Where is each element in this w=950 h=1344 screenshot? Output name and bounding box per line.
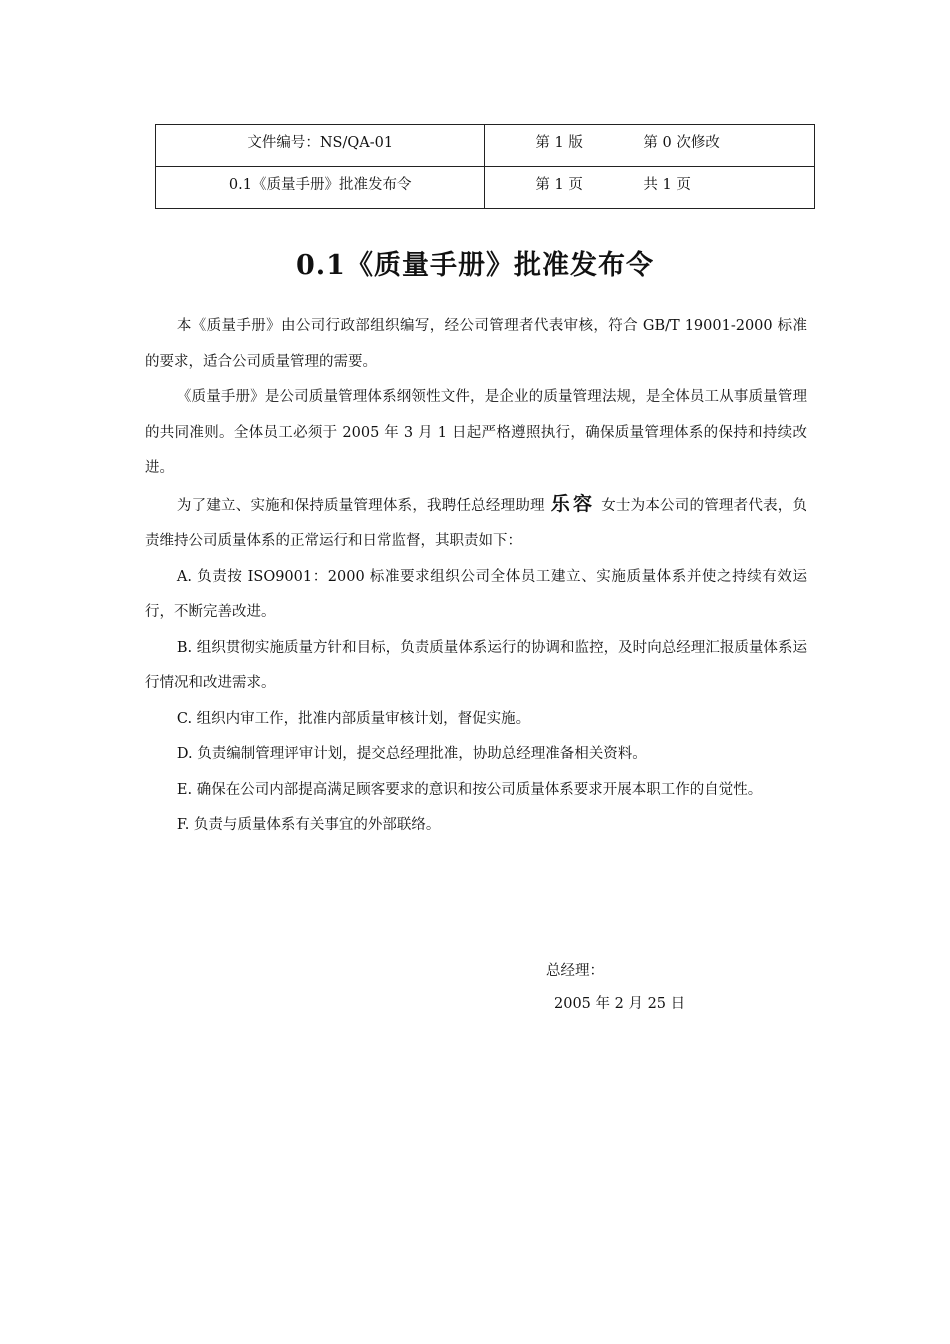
header-row-1 xyxy=(156,125,815,167)
handwritten-name-signature: 乐容 xyxy=(550,492,596,515)
header-row-2 xyxy=(156,167,815,209)
duty-item-e: E. 确保在公司内部提高满足顾客要求的意识和按公司质量体系要求开展本职工作的自觉性。 xyxy=(176,781,763,798)
document-header-table xyxy=(155,124,815,209)
revision: 第 0 次修改 xyxy=(643,135,720,151)
page-cell xyxy=(485,167,815,209)
doc-number: 文件编号：NS/QA-01 xyxy=(247,135,394,151)
section-title-cell xyxy=(156,167,485,209)
document-title: 0.1《质量手册》批准发布令 xyxy=(296,250,654,281)
duty-item-d: D. 负责编制管理评审计划，提交总经理批准，协助总经理准备相关资料。 xyxy=(176,746,647,762)
paragraph-purpose: 《质量手册》是公司质量管理体系纲领性文件，是企业的质量管理法规，是全体员工从事质量管理的共同准则。全体员工必须于 2005 年 3 月 1 日起严格遵照执行，确保质量管理体系的保持和持续改进。 xyxy=(145,389,807,476)
paragraph-intro: 本《质量手册》由公司行政部组织编写，经公司管理者代表审核，符合 GB/T 19001-2000 标准的要求，适合公司质量管理的需要。 xyxy=(145,318,807,370)
page-number: 第 1 页 xyxy=(535,177,583,193)
edition-cell xyxy=(485,125,815,167)
signoff-date: 2005 年 2 月 25 日 xyxy=(554,996,686,1012)
duty-item-c: C. 组织内审工作，批准内部质量审核计划，督促实施。 xyxy=(176,710,531,727)
duty-item-a: A. 负责按 ISO9001：2000 标准要求组织公司全体员工建立、实施质量体系并使之持续有效运行，不断完善改进。 xyxy=(145,568,807,620)
total-pages: 共 1 页 xyxy=(643,177,691,193)
signoff-label: 总经理： xyxy=(546,963,604,979)
doc-number-cell xyxy=(156,125,485,167)
edition: 第 1 版 xyxy=(535,135,583,151)
appointment-text-before: 为了建立、实施和保持质量管理体系，我聘任总经理助理 xyxy=(176,497,545,514)
paragraph-appointment xyxy=(145,487,807,560)
duty-item-b: B. 组织贯彻实施质量方针和目标，负责质量体系运行的协调和监控，及时向总经理汇报质量体系运行情况和改进需求。 xyxy=(145,639,807,691)
duty-item-f: F. 负责与质量体系有关事宜的外部联络。 xyxy=(176,817,441,833)
signoff-block xyxy=(546,955,685,1021)
document-body xyxy=(145,309,807,844)
section-title: 0.1《质量手册》批准发布令 xyxy=(228,177,412,193)
appointment-text-after: 女士为本公司的管理者代表，负责维持公司质量体系的正常运行和日常监督，其职责如下： xyxy=(145,497,807,549)
